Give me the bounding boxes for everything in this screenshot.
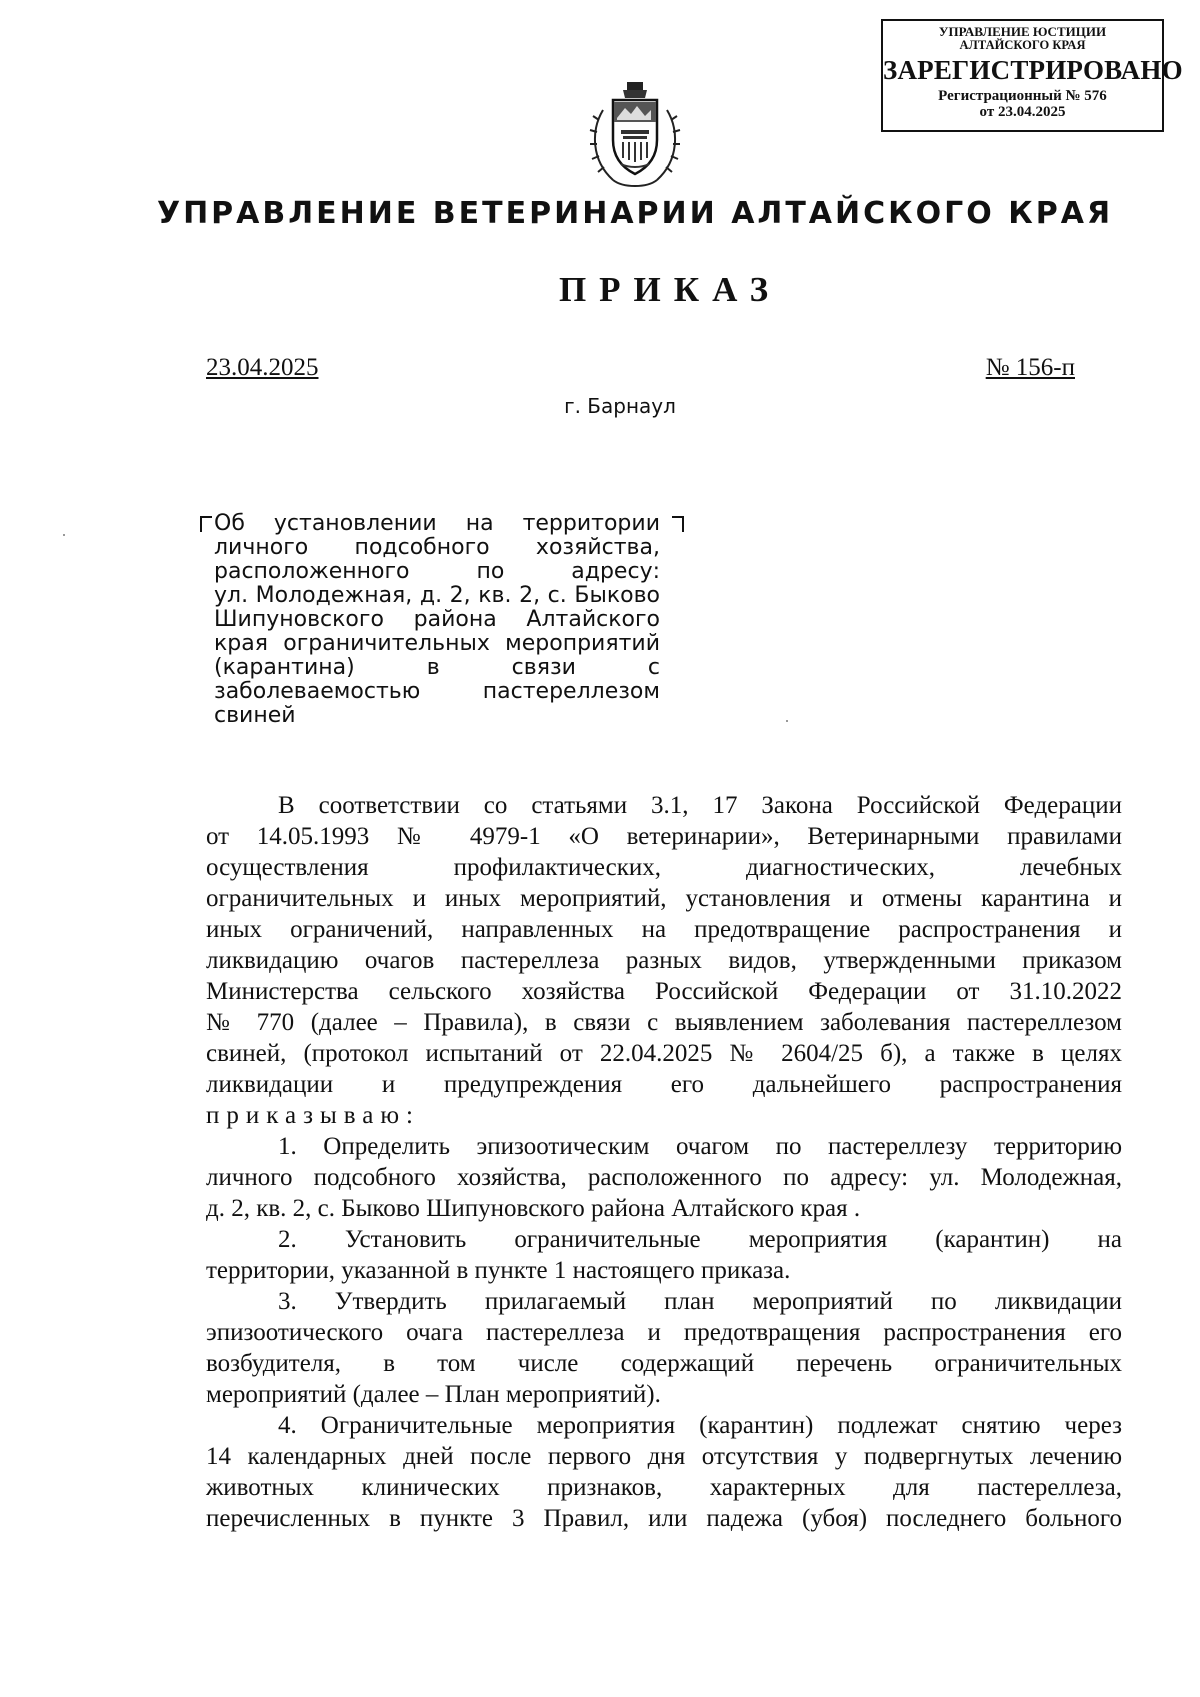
subject-line: расположенного по адресу: — [214, 559, 660, 584]
subject-line: свиней — [214, 703, 296, 728]
body-line: территории, указанной в пункте 1 настоящего приказа. — [206, 1257, 791, 1284]
body-line: личного подсобного хозяйства, расположенного по адресу: ул. Молодежная, — [206, 1164, 1122, 1191]
scan-speck — [786, 720, 788, 722]
subject-line: Шипуновского района Алтайского — [214, 607, 660, 632]
stamp-reg-date: от 23.04.2025 — [979, 104, 1066, 121]
body-line: В соответствии со статьями 3.1, 17 Закона Российской Федерации — [278, 792, 1122, 819]
body-line: возбудителя, в том числе содержащий перечень ограничительных — [206, 1350, 1122, 1377]
registration-stamp — [881, 19, 1183, 132]
body-line: иных ограничений, направленных на предотвращение распространения и — [206, 916, 1122, 943]
subject-line: Об установлении на территории — [214, 511, 660, 536]
subject-bracket-right — [672, 516, 684, 532]
body-line: осуществления профилактических, диагностических, лечебных — [206, 854, 1122, 881]
body-line: д. 2, кв. 2, с. Быково Шипуновского района Алтайского края . — [206, 1195, 861, 1222]
document-date: 23.04.2025 — [206, 354, 319, 381]
stamp-status: ЗАРЕГИСТРИРОВАНО — [883, 55, 1183, 86]
body-line: эпизоотического очага пастереллеза и предотвращения распространения его — [206, 1319, 1122, 1346]
stamp-reg-number: Регистрационный № 576 — [938, 87, 1107, 104]
body-line: животных клинических признаков, характерных для пастереллеза, — [206, 1474, 1122, 1501]
scan-speck — [63, 534, 65, 536]
stamp-authority-line2: АЛТАЙСКОГО КРАЯ — [959, 38, 1086, 53]
body-line: 4. Ограничительные мероприятия (карантин) подлежат снятию через — [278, 1412, 1122, 1439]
document-type: ПРИКАЗ — [558, 270, 782, 309]
subject-line: личного подсобного хозяйства, — [214, 535, 660, 560]
subject-bracket-left — [200, 516, 212, 532]
body-line: от 14.05.1993 № 4979-1 «О ветеринарии», Ветеринарными правилами — [206, 823, 1122, 850]
body-line: № 770 (далее – Правила), в связи с выявлением заболевания пастереллезом — [206, 1009, 1122, 1036]
body-line: ликвидацию очагов пастереллеза разных видов, утвержденными приказом — [206, 947, 1122, 974]
coat-of-arms-emblem — [583, 80, 687, 194]
body-line: мероприятий (далее – План мероприятий). — [206, 1381, 661, 1408]
body-line: ликвидации и предупреждения его дальнейшего распространения — [206, 1071, 1122, 1098]
subject-line: (карантина) в связи с — [214, 655, 660, 680]
body-line: 14 календарных дней после первого дня отсутствия у подвергнутых лечению — [206, 1443, 1122, 1470]
body-line: 1. Определить эпизоотическим очагом по пастереллезу территорию — [278, 1133, 1122, 1160]
body-line: Министерства сельского хозяйства Российской Федерации от 31.10.2022 — [206, 978, 1122, 1005]
body-line: перечисленных в пункте 3 Правил, или падежа (убоя) последнего больного — [206, 1505, 1122, 1532]
subject-line: края ограничительных мероприятий — [214, 631, 660, 656]
body-line-order-word: приказываю: — [206, 1102, 420, 1129]
body-line: 3. Утвердить прилагаемый план мероприятий по ликвидации — [278, 1288, 1122, 1315]
body-line: ограничительных и иных мероприятий, установления и отмены карантина и — [206, 885, 1122, 912]
document-body — [206, 790, 1122, 1534]
document-subject — [214, 512, 660, 728]
document-number: № 156-п — [985, 354, 1075, 381]
subject-line: ул. Молодежная, д. 2, кв. 2, с. Быково — [214, 583, 660, 608]
subject-line: заболеваемостью пастереллезом — [214, 679, 660, 704]
document-city: г. Барнаул — [564, 394, 676, 418]
organization-title: УПРАВЛЕНИЕ ВЕТЕРИНАРИИ АЛТАЙСКОГО КРАЯ — [156, 196, 1114, 231]
stamp-authority-line1: УПРАВЛЕНИЕ ЮСТИЦИИ — [938, 24, 1107, 39]
body-line: свиней, (протокол испытаний от 22.04.2025 № 2604/25 б), а также в целях — [206, 1040, 1122, 1067]
body-line: 2. Установить ограничительные мероприятия (карантин) на — [278, 1226, 1122, 1253]
